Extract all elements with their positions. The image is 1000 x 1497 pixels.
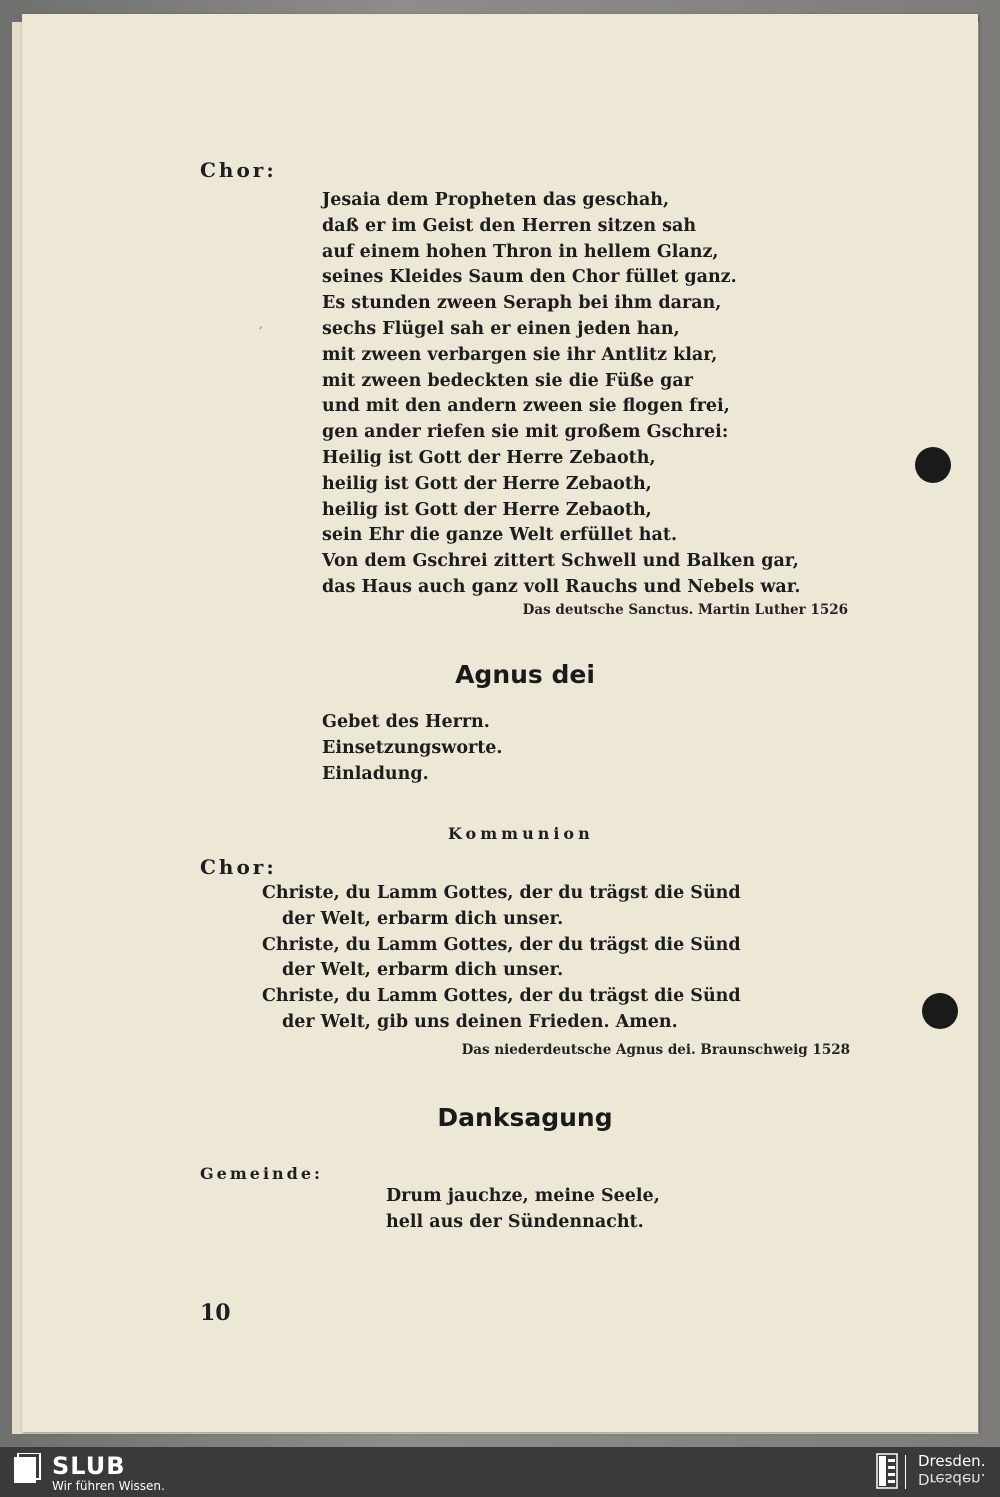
slub-tagline: Wir führen Wissen.: [52, 1479, 165, 1493]
pencil-mark: ,: [259, 317, 263, 331]
slub-logo-text[interactable]: SLUB: [52, 1452, 126, 1480]
dresden-logo-text: Dresden.: [918, 1452, 986, 1470]
verse-line: gen ander riefen sie mit großem Gschrei:: [322, 422, 729, 443]
verse-line: der Welt, erbarm dich unser.: [282, 960, 564, 981]
verse-line: auf einem hohen Thron in hellem Glanz,: [322, 241, 719, 262]
verse-line: mit zween bedeckten sie die Füße gar: [322, 370, 693, 391]
verse-line: der Welt, gib uns deinen Frieden. Amen.: [282, 1011, 678, 1032]
verse-line: hell aus der Sündennacht.: [386, 1211, 644, 1232]
sanctus-attribution: Das deutsche Sanctus. Martin Luther 1526: [522, 602, 848, 618]
liturgy-item: Einladung.: [322, 763, 429, 784]
agnus-attribution: Das niederdeutsche Agnus dei. Braunschweig 1528: [461, 1042, 850, 1058]
verse-line: mit zween verbargen sie ihr Antlitz klar,: [322, 344, 718, 365]
liturgy-item: Gebet des Herrn.: [322, 712, 490, 732]
danksagung-heading: Danksagung: [437, 1103, 613, 1132]
agnus-heading: Agnus dei: [455, 660, 595, 689]
verse-line: daß er im Geist den Herren sitzen sah: [322, 215, 697, 236]
sanctus-choir-label: Chor:: [200, 158, 277, 182]
agnus-verse: [262, 881, 741, 1036]
verse-line: Jesaia dem Propheten das geschah,: [322, 190, 670, 210]
dresden-logo-reflection: Dresden.: [918, 1470, 986, 1488]
agnus-liturgy-list: [322, 710, 503, 787]
verse-line: Christe, du Lamm Gottes, der du trägst die Sünd: [262, 883, 741, 903]
verse-line: Drum jauchze, meine Seele,: [386, 1186, 660, 1206]
gemeinde-label: Gemeinde:: [200, 1164, 323, 1183]
slub-logo-icon: [12, 1453, 42, 1485]
sanctus-verse: [322, 188, 800, 601]
footer-bar: [0, 1447, 1000, 1497]
verse-line: heilig ist Gott der Herre Zebaoth,: [322, 473, 652, 494]
verse-line: sechs Flügel sah er einen jeden han,: [322, 318, 680, 339]
verse-line: Von dem Gschrei zittert Schwell und Balken gar,: [322, 551, 799, 572]
agnus-choir-label: Chor:: [200, 855, 277, 879]
verse-line: Es stunden zween Seraph bei ihm daran,: [322, 293, 722, 314]
dresden-crest-icon: [876, 1453, 898, 1489]
verse-line: seines Kleides Saum den Chor füllet ganz.: [322, 267, 737, 288]
verse-line: Christe, du Lamm Gottes, der du trägst die Sünd: [262, 934, 741, 955]
verse-line: sein Ehr die ganze Welt erfüllet hat.: [322, 525, 678, 546]
kommunion-subheading: Kommunion: [448, 824, 594, 843]
punch-hole-icon: [915, 447, 951, 483]
liturgy-item: Einsetzungsworte.: [322, 737, 503, 758]
verse-line: heilig ist Gott der Herre Zebaoth,: [322, 499, 652, 520]
dresden-logo[interactable]: [918, 1453, 985, 1487]
page-number: 10: [200, 1300, 231, 1326]
footer-divider: [905, 1455, 906, 1489]
verse-line: das Haus auch ganz voll Rauchs und Nebels war.: [322, 576, 801, 597]
verse-line: Christe, du Lamm Gottes, der du trägst die Sünd: [262, 986, 741, 1007]
verse-line: Heilig ist Gott der Herre Zebaoth,: [322, 447, 656, 468]
verse-line: und mit den andern zween sie flogen frei,: [322, 396, 730, 417]
punch-hole-icon: [922, 993, 958, 1029]
danksagung-verse: [386, 1184, 660, 1236]
verse-line: der Welt, erbarm dich unser.: [282, 908, 564, 929]
